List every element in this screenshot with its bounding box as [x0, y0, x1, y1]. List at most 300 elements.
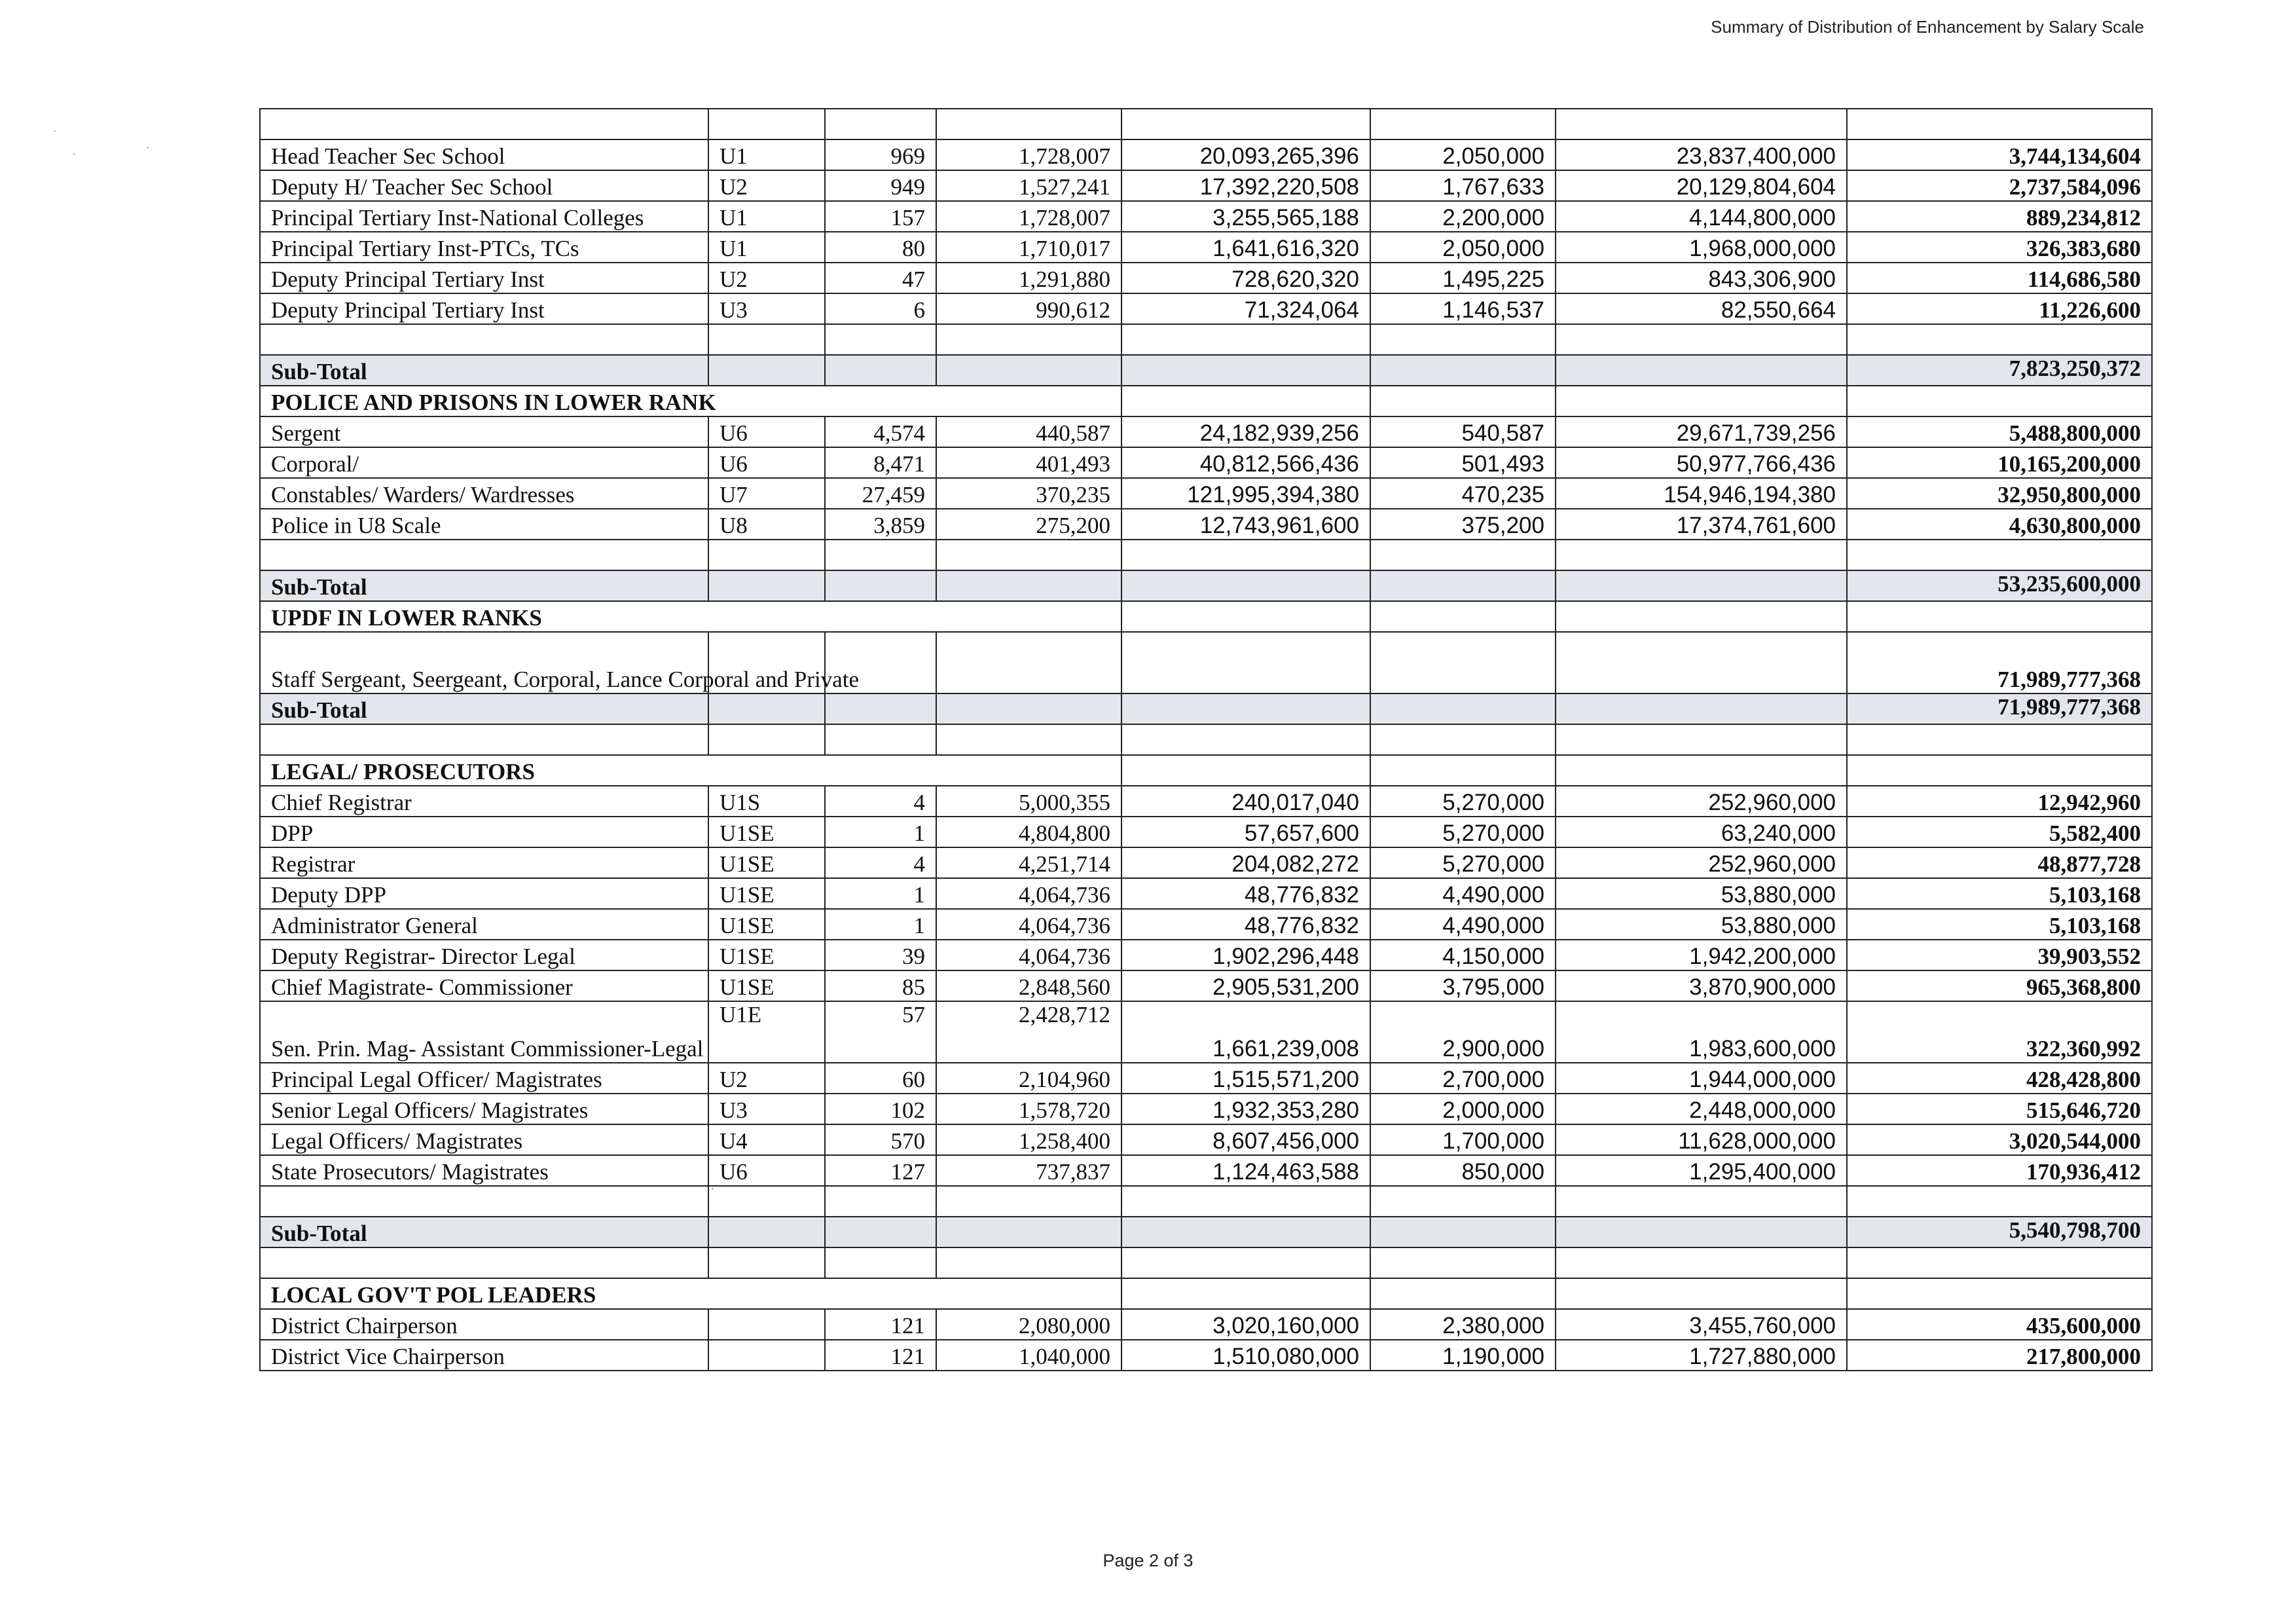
document-header: Summary of Distribution of Enhancement by Salary Scale	[1711, 17, 2144, 37]
designation-cell: District Chairperson	[260, 1309, 708, 1340]
table-row	[260, 232, 2152, 263]
table-row	[260, 170, 2152, 201]
empty-cell	[936, 1217, 1121, 1247]
empty-cell	[1370, 1186, 1556, 1217]
blank-row	[260, 540, 2152, 570]
empty-cell	[1556, 324, 1847, 355]
enhancement-amount-cell: 5,488,800,000	[1847, 416, 2152, 447]
empty-cell	[260, 540, 708, 570]
table-row	[260, 416, 2152, 447]
enhanced-salary-cell: 5,270,000	[1370, 847, 1556, 878]
enhancement-amount-cell: 11,226,600	[1847, 293, 2152, 324]
subtotal-value: 53,235,600,000	[1847, 570, 2152, 601]
scale-cell: U1SE	[708, 940, 825, 970]
empty-cell	[825, 109, 936, 139]
scale-cell: U3	[708, 293, 825, 324]
empty-cell	[1847, 109, 2152, 139]
enhancement-amount-cell: 4,630,800,000	[1847, 509, 2152, 540]
empty-cell	[1121, 755, 1370, 786]
current-annual-cost-cell: 1,515,571,200	[1121, 1063, 1370, 1094]
empty-cell	[1847, 755, 2152, 786]
empty-cell	[1121, 1247, 1370, 1278]
empty-cell	[1370, 601, 1556, 632]
scale-cell: U1E	[708, 1001, 825, 1063]
table-row	[260, 847, 2152, 878]
empty-cell	[1121, 540, 1370, 570]
empty-cell	[1121, 1186, 1370, 1217]
empty-cell	[260, 1186, 708, 1217]
number-cell: 127	[825, 1155, 936, 1186]
scan-speck: ·	[145, 141, 150, 155]
number-cell: 1	[825, 878, 936, 909]
enhanced-annual-cost-cell: 1,968,000,000	[1556, 232, 1847, 263]
current-salary-cell: 1,728,007	[936, 201, 1121, 232]
designation-cell: Principal Legal Officer/ Magistrates	[260, 1063, 708, 1094]
current-salary-cell: 4,251,714	[936, 847, 1121, 878]
table-row	[260, 1001, 2152, 1063]
table-row	[260, 201, 2152, 232]
current-annual-cost-cell: 204,082,272	[1121, 847, 1370, 878]
current-salary-cell: 440,587	[936, 416, 1121, 447]
number-cell: 47	[825, 263, 936, 293]
number-cell: 570	[825, 1124, 936, 1155]
current-salary-cell: 1,258,400	[936, 1124, 1121, 1155]
empty-cell	[825, 1186, 936, 1217]
designation-cell: District Vice Chairperson	[260, 1340, 708, 1371]
table-row	[260, 970, 2152, 1001]
empty-cell	[1121, 355, 1370, 386]
enhancement-amount-cell: 435,600,000	[1847, 1309, 2152, 1340]
subtotal-row	[260, 570, 2152, 601]
enhanced-salary-cell: 501,493	[1370, 447, 1556, 478]
empty-cell	[1847, 724, 2152, 755]
number-cell: 121	[825, 1340, 936, 1371]
empty-cell	[1121, 1217, 1370, 1247]
enhanced-salary-cell: 1,495,225	[1370, 263, 1556, 293]
current-annual-cost-cell: 17,392,220,508	[1121, 170, 1370, 201]
enhancement-amount-cell: 39,903,552	[1847, 940, 2152, 970]
current-salary-cell	[936, 632, 1121, 693]
scale-cell: U1	[708, 139, 825, 170]
empty-cell	[260, 109, 708, 139]
designation-cell: Registrar	[260, 847, 708, 878]
enhanced-salary-cell: 2,900,000	[1370, 1001, 1556, 1063]
enhanced-salary-cell: 1,146,537	[1370, 293, 1556, 324]
enhanced-salary-cell: 1,190,000	[1370, 1340, 1556, 1371]
empty-cell	[1847, 540, 2152, 570]
current-annual-cost-cell	[1121, 632, 1370, 693]
empty-cell	[1556, 1278, 1847, 1309]
scale-cell: U3	[708, 1094, 825, 1124]
current-salary-cell: 1,040,000	[936, 1340, 1121, 1371]
enhanced-salary-cell: 470,235	[1370, 478, 1556, 509]
empty-cell	[825, 1217, 936, 1247]
table-row	[260, 139, 2152, 170]
scale-cell: U1	[708, 232, 825, 263]
empty-cell	[1121, 570, 1370, 601]
scan-speck: ·	[710, 1182, 715, 1196]
enhanced-salary-cell: 850,000	[1370, 1155, 1556, 1186]
table-row	[260, 1155, 2152, 1186]
empty-cell	[260, 724, 708, 755]
current-annual-cost-cell: 12,743,961,600	[1121, 509, 1370, 540]
table-row	[260, 263, 2152, 293]
section-title: UPDF IN LOWER RANKS	[260, 601, 1121, 632]
empty-cell	[1370, 324, 1556, 355]
designation-cell: Deputy Principal Tertiary Inst	[260, 293, 708, 324]
empty-cell	[1556, 755, 1847, 786]
designation-cell: Administrator General	[260, 909, 708, 940]
scale-cell	[708, 1309, 825, 1340]
current-annual-cost-cell: 71,324,064	[1121, 293, 1370, 324]
enhancement-amount-cell: 32,950,800,000	[1847, 478, 2152, 509]
table-row	[260, 293, 2152, 324]
empty-cell	[1556, 386, 1847, 416]
enhancement-amount-cell: 71,989,777,368	[1847, 632, 2152, 693]
number-cell: 1	[825, 909, 936, 940]
empty-cell	[1556, 1217, 1847, 1247]
current-salary-cell: 4,064,736	[936, 878, 1121, 909]
designation-cell: Sergent	[260, 416, 708, 447]
current-annual-cost-cell: 3,020,160,000	[1121, 1309, 1370, 1340]
designation-cell: Chief Magistrate- Commissioner	[260, 970, 708, 1001]
scale-cell: U1S	[708, 786, 825, 817]
table-row	[260, 478, 2152, 509]
empty-cell	[936, 355, 1121, 386]
subtotal-label: Sub-Total	[260, 570, 708, 601]
table-row	[260, 447, 2152, 478]
current-salary-cell: 2,080,000	[936, 1309, 1121, 1340]
scale-cell: U6	[708, 416, 825, 447]
enhancement-amount-cell: 5,103,168	[1847, 909, 2152, 940]
table-row	[260, 1124, 2152, 1155]
empty-cell	[1556, 693, 1847, 724]
enhanced-annual-cost-cell: 23,837,400,000	[1556, 139, 1847, 170]
table-row	[260, 632, 2152, 693]
enhanced-annual-cost-cell: 1,727,880,000	[1556, 1340, 1847, 1371]
empty-cell	[825, 540, 936, 570]
designation-cell: Principal Tertiary Inst-National Colleges	[260, 201, 708, 232]
blank-row	[260, 724, 2152, 755]
current-annual-cost-cell: 1,932,353,280	[1121, 1094, 1370, 1124]
scale-cell: U7	[708, 478, 825, 509]
empty-cell	[825, 570, 936, 601]
current-annual-cost-cell: 40,812,566,436	[1121, 447, 1370, 478]
empty-cell	[1847, 386, 2152, 416]
section-header-row	[260, 386, 2152, 416]
enhanced-annual-cost-cell: 1,942,200,000	[1556, 940, 1847, 970]
blank-row	[260, 1186, 2152, 1217]
empty-cell	[1121, 386, 1370, 416]
subtotal-row	[260, 693, 2152, 724]
designation-cell: Corporal/	[260, 447, 708, 478]
enhanced-annual-cost-cell: 843,306,900	[1556, 263, 1847, 293]
enhancement-amount-cell: 217,800,000	[1847, 1340, 2152, 1371]
empty-cell	[936, 570, 1121, 601]
enhanced-salary-cell: 4,490,000	[1370, 909, 1556, 940]
empty-cell	[260, 324, 708, 355]
enhanced-annual-cost-cell: 2,448,000,000	[1556, 1094, 1847, 1124]
enhanced-salary-cell: 2,000,000	[1370, 1094, 1556, 1124]
enhanced-annual-cost-cell: 3,870,900,000	[1556, 970, 1847, 1001]
current-annual-cost-cell: 24,182,939,256	[1121, 416, 1370, 447]
section-header-row	[260, 755, 2152, 786]
enhanced-annual-cost-cell: 17,374,761,600	[1556, 509, 1847, 540]
scale-cell: U6	[708, 447, 825, 478]
scale-cell: U1	[708, 201, 825, 232]
empty-cell	[1556, 570, 1847, 601]
enhancement-amount-cell: 12,942,960	[1847, 786, 2152, 817]
enhanced-salary-cell: 5,270,000	[1370, 786, 1556, 817]
enhanced-salary-cell: 5,270,000	[1370, 817, 1556, 847]
table-row	[260, 909, 2152, 940]
empty-cell	[936, 1186, 1121, 1217]
number-cell: 969	[825, 139, 936, 170]
designation-cell: Chief Registrar	[260, 786, 708, 817]
enhanced-salary-cell: 540,587	[1370, 416, 1556, 447]
current-salary-cell: 1,291,880	[936, 263, 1121, 293]
enhanced-annual-cost-cell: 252,960,000	[1556, 847, 1847, 878]
enhancement-amount-cell: 326,383,680	[1847, 232, 2152, 263]
enhanced-salary-cell: 3,795,000	[1370, 970, 1556, 1001]
enhanced-annual-cost-cell: 63,240,000	[1556, 817, 1847, 847]
empty-cell	[708, 324, 825, 355]
empty-cell	[1556, 601, 1847, 632]
empty-cell	[936, 1247, 1121, 1278]
number-cell: 60	[825, 1063, 936, 1094]
current-salary-cell: 370,235	[936, 478, 1121, 509]
designation-cell: Head Teacher Sec School	[260, 139, 708, 170]
enhanced-salary-cell: 2,200,000	[1370, 201, 1556, 232]
empty-cell	[1847, 1278, 2152, 1309]
current-salary-cell: 1,527,241	[936, 170, 1121, 201]
table-row	[260, 1340, 2152, 1371]
empty-cell	[708, 693, 825, 724]
empty-cell	[1121, 1278, 1370, 1309]
current-annual-cost-cell: 48,776,832	[1121, 878, 1370, 909]
current-salary-cell: 1,710,017	[936, 232, 1121, 263]
current-annual-cost-cell: 1,661,239,008	[1121, 1001, 1370, 1063]
table-row	[260, 878, 2152, 909]
enhanced-salary-cell: 375,200	[1370, 509, 1556, 540]
empty-cell	[708, 1186, 825, 1217]
enhanced-salary-cell: 2,050,000	[1370, 232, 1556, 263]
empty-cell	[825, 724, 936, 755]
scale-cell: U4	[708, 1124, 825, 1155]
empty-cell	[1370, 693, 1556, 724]
empty-cell	[708, 570, 825, 601]
designation-cell: Constables/ Warders/ Wardresses	[260, 478, 708, 509]
empty-cell	[260, 1247, 708, 1278]
empty-cell	[1370, 386, 1556, 416]
current-salary-cell: 2,428,712	[936, 1001, 1121, 1063]
enhancement-amount-cell: 965,368,800	[1847, 970, 2152, 1001]
enhanced-annual-cost-cell	[1556, 632, 1847, 693]
section-title: LOCAL GOV'T POL LEADERS	[260, 1278, 1121, 1309]
scale-cell: U6	[708, 1155, 825, 1186]
designation-cell: Deputy Principal Tertiary Inst	[260, 263, 708, 293]
empty-cell	[825, 324, 936, 355]
empty-cell	[708, 1217, 825, 1247]
empty-cell	[708, 540, 825, 570]
enhancement-amount-cell: 322,360,992	[1847, 1001, 2152, 1063]
current-annual-cost-cell: 1,902,296,448	[1121, 940, 1370, 970]
section-title: LEGAL/ PROSECUTORS	[260, 755, 1121, 786]
enhancement-amount-cell: 48,877,728	[1847, 847, 2152, 878]
scale-cell: U1SE	[708, 817, 825, 847]
current-salary-cell: 4,064,736	[936, 909, 1121, 940]
current-salary-cell: 4,804,800	[936, 817, 1121, 847]
enhanced-annual-cost-cell: 11,628,000,000	[1556, 1124, 1847, 1155]
number-cell: 27,459	[825, 478, 936, 509]
section-title: POLICE AND PRISONS IN LOWER RANK	[260, 386, 1121, 416]
empty-cell	[1556, 724, 1847, 755]
enhancement-amount-cell: 3,744,134,604	[1847, 139, 2152, 170]
current-annual-cost-cell: 48,776,832	[1121, 909, 1370, 940]
enhanced-annual-cost-cell: 29,671,739,256	[1556, 416, 1847, 447]
current-annual-cost-cell: 20,093,265,396	[1121, 139, 1370, 170]
current-salary-cell: 5,000,355	[936, 786, 1121, 817]
scale-cell: U8	[708, 509, 825, 540]
designation-cell: Deputy H/ Teacher Sec School	[260, 170, 708, 201]
number-cell: 8,471	[825, 447, 936, 478]
number-cell: 4	[825, 847, 936, 878]
enhancement-amount-cell: 5,582,400	[1847, 817, 2152, 847]
current-annual-cost-cell: 57,657,600	[1121, 817, 1370, 847]
designation-cell: Deputy DPP	[260, 878, 708, 909]
enhancement-amount-cell: 5,103,168	[1847, 878, 2152, 909]
scan-speck: ·	[72, 147, 77, 162]
empty-cell	[1370, 724, 1556, 755]
subtotal-row	[260, 1217, 2152, 1247]
enhanced-annual-cost-cell: 1,983,600,000	[1556, 1001, 1847, 1063]
subtotal-value: 5,540,798,700	[1847, 1217, 2152, 1247]
enhancement-amount-cell: 2,737,584,096	[1847, 170, 2152, 201]
empty-cell	[1121, 324, 1370, 355]
empty-cell	[1556, 355, 1847, 386]
current-salary-cell: 4,064,736	[936, 940, 1121, 970]
number-cell: 949	[825, 170, 936, 201]
number-cell: 3,859	[825, 509, 936, 540]
empty-cell	[1370, 1217, 1556, 1247]
table-row	[260, 940, 2152, 970]
empty-cell	[1556, 109, 1847, 139]
enhanced-annual-cost-cell: 53,880,000	[1556, 909, 1847, 940]
enhanced-annual-cost-cell: 1,944,000,000	[1556, 1063, 1847, 1094]
scale-cell: U1SE	[708, 878, 825, 909]
enhanced-salary-cell: 1,700,000	[1370, 1124, 1556, 1155]
designation-cell: Staff Sergeant, Seergeant, Corporal, Lance Corporal and Private	[260, 632, 708, 693]
number-cell: 1	[825, 817, 936, 847]
enhancement-amount-cell: 10,165,200,000	[1847, 447, 2152, 478]
enhanced-annual-cost-cell: 50,977,766,436	[1556, 447, 1847, 478]
blank-row	[260, 324, 2152, 355]
designation-cell: Sen. Prin. Mag- Assistant Commissioner-Legal	[260, 1001, 708, 1063]
current-annual-cost-cell: 1,510,080,000	[1121, 1340, 1370, 1371]
table-row	[260, 786, 2152, 817]
enhanced-salary-cell: 1,767,633	[1370, 170, 1556, 201]
designation-cell: DPP	[260, 817, 708, 847]
scale-cell: U2	[708, 170, 825, 201]
empty-cell	[1370, 755, 1556, 786]
number-cell: 57	[825, 1001, 936, 1063]
current-annual-cost-cell: 240,017,040	[1121, 786, 1370, 817]
number-cell: 121	[825, 1309, 936, 1340]
empty-cell	[1556, 1186, 1847, 1217]
enhanced-annual-cost-cell: 53,880,000	[1556, 878, 1847, 909]
empty-cell	[936, 724, 1121, 755]
table-row	[260, 1094, 2152, 1124]
designation-cell: Principal Tertiary Inst-PTCs, TCs	[260, 232, 708, 263]
empty-cell	[1847, 601, 2152, 632]
empty-cell	[1121, 693, 1370, 724]
scale-cell: U1SE	[708, 909, 825, 940]
empty-cell	[1370, 570, 1556, 601]
empty-cell	[1847, 1186, 2152, 1217]
enhanced-annual-cost-cell: 252,960,000	[1556, 786, 1847, 817]
enhanced-salary-cell	[1370, 632, 1556, 693]
designation-cell: State Prosecutors/ Magistrates	[260, 1155, 708, 1186]
current-salary-cell: 990,612	[936, 293, 1121, 324]
empty-cell	[1121, 724, 1370, 755]
enhanced-salary-cell: 4,490,000	[1370, 878, 1556, 909]
enhancement-amount-cell: 3,020,544,000	[1847, 1124, 2152, 1155]
empty-cell	[1556, 1247, 1847, 1278]
empty-cell	[1847, 1247, 2152, 1278]
subtotal-label: Sub-Total	[260, 1217, 708, 1247]
scale-cell	[708, 1340, 825, 1371]
table-row	[260, 1063, 2152, 1094]
designation-cell: Police in U8 Scale	[260, 509, 708, 540]
current-salary-cell: 737,837	[936, 1155, 1121, 1186]
enhancement-amount-cell: 114,686,580	[1847, 263, 2152, 293]
empty-cell	[936, 324, 1121, 355]
subtotal-value: 7,823,250,372	[1847, 355, 2152, 386]
enhanced-annual-cost-cell: 4,144,800,000	[1556, 201, 1847, 232]
section-header-row	[260, 1278, 2152, 1309]
subtotal-label: Sub-Total	[260, 693, 708, 724]
designation-cell: Legal Officers/ Magistrates	[260, 1124, 708, 1155]
empty-cell	[1556, 540, 1847, 570]
enhanced-salary-cell: 2,700,000	[1370, 1063, 1556, 1094]
table-row	[260, 817, 2152, 847]
current-salary-cell: 1,728,007	[936, 139, 1121, 170]
empty-cell	[1370, 355, 1556, 386]
empty-cell	[825, 355, 936, 386]
scale-cell: U2	[708, 1063, 825, 1094]
current-salary-cell: 401,493	[936, 447, 1121, 478]
current-annual-cost-cell: 1,124,463,588	[1121, 1155, 1370, 1186]
empty-cell	[1847, 324, 2152, 355]
empty-cell	[708, 724, 825, 755]
number-cell: 85	[825, 970, 936, 1001]
current-salary-cell: 275,200	[936, 509, 1121, 540]
current-salary-cell: 1,578,720	[936, 1094, 1121, 1124]
blank-row	[260, 109, 2152, 139]
empty-cell	[1370, 1278, 1556, 1309]
empty-cell	[708, 109, 825, 139]
enhanced-salary-cell: 4,150,000	[1370, 940, 1556, 970]
page-number: Page 2 of 3	[1102, 1551, 1194, 1570]
blank-row	[260, 1247, 2152, 1278]
number-cell: 80	[825, 232, 936, 263]
number-cell: 157	[825, 201, 936, 232]
current-salary-cell: 2,104,960	[936, 1063, 1121, 1094]
empty-cell	[708, 355, 825, 386]
table-row	[260, 1309, 2152, 1340]
enhanced-annual-cost-cell: 82,550,664	[1556, 293, 1847, 324]
table-row	[260, 509, 2152, 540]
